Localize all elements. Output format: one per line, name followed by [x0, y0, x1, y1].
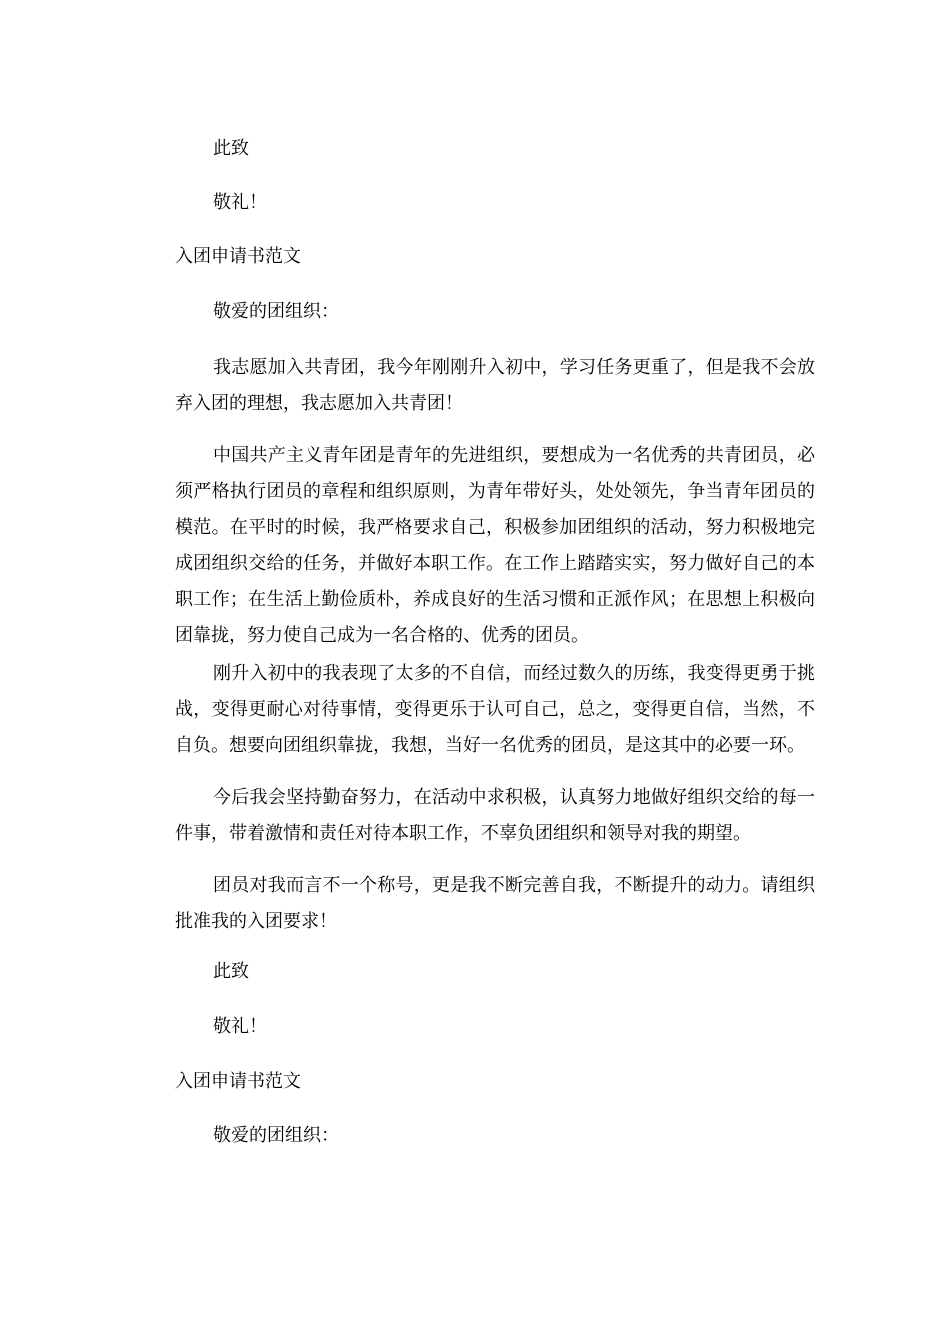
greeting: 敬爱的团组织： [213, 301, 339, 322]
body-paragraph: 我志愿加入共青团，我今年刚刚升入初中，学习任务更重了，但是我不会放弃入团的理想，我志愿加入共青团！ [175, 357, 815, 414]
closing-regards: 敬礼！ [213, 192, 267, 213]
greeting: 敬爱的团组织： [213, 1125, 339, 1146]
body-paragraph: 刚升入初中的我表现了太多的不自信，而经过数久的历练，我变得更勇于挑战，变得更耐心对待事情，变得更乐于认可自己，总之，变得更自信，当然，不自负。想要向团组织靠拢，我想，当好一名优秀的团员，是这其中的必要一环。 [175, 663, 815, 756]
section-title: 入团申请书范文 [175, 1071, 301, 1092]
body-paragraph: 今后我会坚持勤奋努力，在活动中求积极，认真努力地做好组织交给的每一件事，带着激情和责任对待本职工作，不辜负团组织和领导对我的期望。 [175, 787, 815, 844]
section-title: 入团申请书范文 [175, 246, 301, 267]
closing-regards: 敬礼！ [213, 1016, 267, 1037]
body-paragraph: 团员对我而言不一个称号，更是我不断完善自我，不断提升的动力。请组织批准我的入团要求！ [175, 875, 815, 932]
closing-salutation: 此致 [213, 961, 249, 982]
closing-salutation: 此致 [213, 138, 249, 159]
body-paragraph: 中国共产主义青年团是青年的先进组织，要想成为一名优秀的共青团员，必须严格执行团员的章程和组织原则，为青年带好头，处处领先，争当青年团员的模范。在平时的时候，我严格要求自己，积极参加团组织的活动，努力积极地完成团组织交给的任务，并做好本职工作。在工作上踏踏实实，努力做好自己的本职工作；在生活上勤俭质朴，养成良好的生活习惯和正派作风；在思想上积极向团靠拢，努力使自己成为一名合格的、优秀的团员。 [175, 445, 815, 646]
